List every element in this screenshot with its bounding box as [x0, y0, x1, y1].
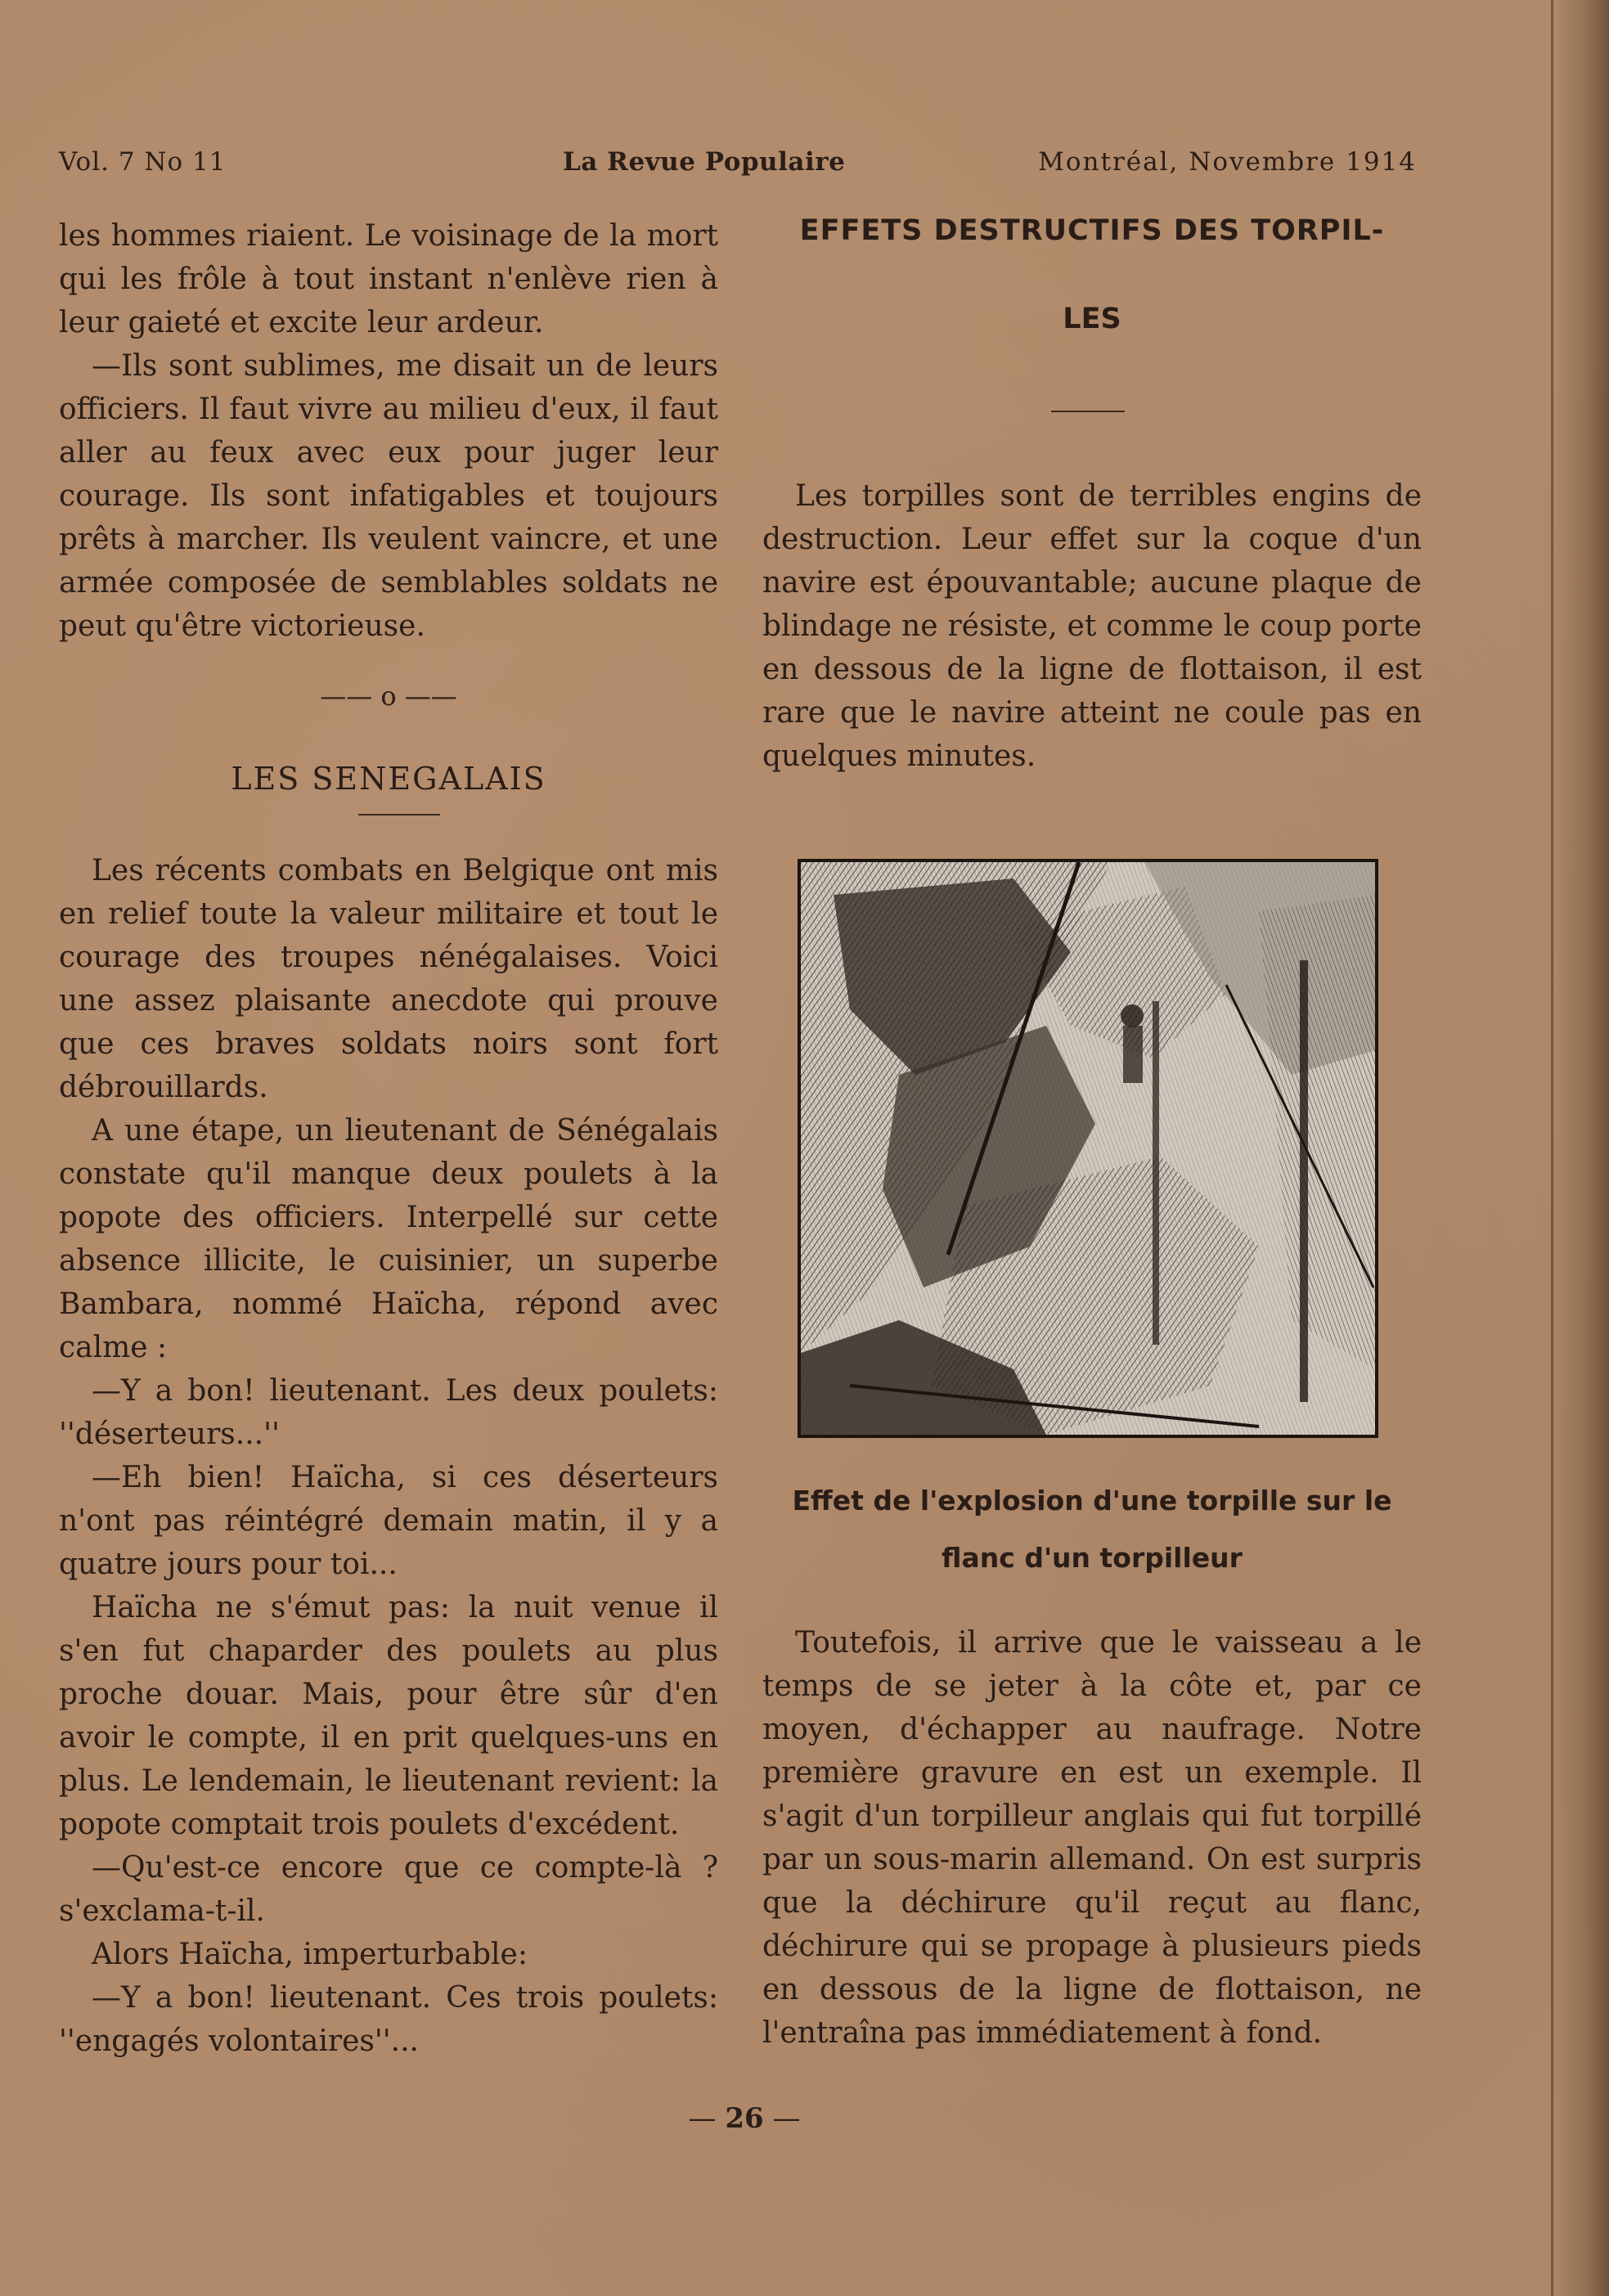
photo-engraving [801, 862, 1375, 1435]
paragraph: Les récents combats en Belgique ont mis en relief toute la valeur militaire et tout le courage des troupes nénégalaises. Voici une assez plaisante anecdote qui prouve que ces braves soldats noirs sont fort débrouillards. [59, 854, 718, 1104]
section-title-senegalais: LES SENEGALAIS [231, 761, 546, 797]
torpedo-damage-photo [798, 859, 1378, 1438]
running-header [59, 147, 1417, 182]
paragraph: —Y a bon! lieutenant. Les deux poulets: ''déserteurs...'' [59, 1374, 718, 1451]
paragraph: Les torpilles sont de terribles engins de destruction. Leur effet sur la coque d'un navire est épouvantable; aucune plaque de blindage ne résiste, et comme le coup porte en dessous de la ligne de flottaison, il est rare que le navire atteint ne coule pas en quelques minutes. [762, 479, 1422, 773]
paragraph: A une étape, un lieutenant de Sénégalais constate qu'il manque deux poulets à la popote des officiers. Interpellé sur cette absence illicite, le cuisinier, un superbe Bambara, nommé Haïcha, répond avec calme : [59, 1114, 718, 1364]
paragraph: Toutefois, il arrive que le vaisseau a le temps de se jeter à la côte et, par ce moyen, d'échapper au naufrage. Notre première gravure en est un exemple. Il s'agit d'un torpilleur anglais qui fut torpillé par un sous-marin allemand. On est surpris que la déchirure qu'il reçut au flanc, déchirure qui se propage à plusieurs pieds en dessous de la ligne de flottaison, ne l'entraîna pas immédiatement à fond. [762, 1626, 1422, 2050]
article-title-line2: LES [1063, 303, 1121, 335]
binding-line [1551, 0, 1553, 2296]
paragraph: —Eh bien! Haïcha, si ces déserteurs n'ont pas réintégré demain matin, il y a quatre jours pour toi... [59, 1461, 718, 1581]
page-number: — 26 — [688, 2102, 801, 2135]
page-number-value: 26 [725, 2102, 764, 2135]
paragraph: —Ils sont sublimes, me disait un de leurs officiers. Il faut vivre au milieu d'eux, il faut aller au feux avec eux pour juger leur courage. Ils sont infatigables et toujours prêts à marcher. Ils veulent vaincre, et une armée composée de semblables soldats ne peut qu'être victorieuse. [59, 349, 718, 643]
issue-date: Montréal, Novembre 1914 [1038, 147, 1417, 177]
caption-line1: Effet de l'explosion d'une torpille sur le [792, 1485, 1392, 1516]
paragraph: —Qu'est-ce encore que ce compte-là ? s'exclama-t-il. [59, 1851, 718, 1928]
left-column-intro [59, 214, 718, 648]
title-rule [358, 814, 440, 816]
title-rule [1051, 411, 1125, 412]
volume-number: Vol. 7 No 11 [59, 147, 227, 177]
right-column-intro [762, 474, 1422, 778]
caption-line2: flanc d'un torpilleur [942, 1542, 1243, 1574]
photo-caption [754, 1472, 1430, 1587]
article-title-line1: EFFETS DESTRUCTIFS DES TORPIL- [799, 214, 1385, 247]
page-edge-shadow [1552, 0, 1609, 2296]
paragraph: Haïcha ne s'émut pas: la nuit venue il s'en fut chaparder des poulets au plus proche douar. Mais, pour être sûr d'en avoir le compte, il en prit quelques-uns en plus. Le lendemain, le lieutenant revient: la popote comptait trois poulets d'excédent. [59, 1591, 718, 1841]
section-separator: —— o —— [320, 681, 457, 712]
left-column-article [59, 849, 718, 2063]
publication-title: La Revue Populaire [563, 147, 846, 177]
right-column-continuation [762, 1621, 1422, 2055]
paragraph: —Y a bon! lieutenant. Ces trois poulets: ''engagés volontaires''... [59, 1981, 718, 2058]
paragraph: Alors Haïcha, imperturbable: [92, 1938, 528, 1971]
paragraph: les hommes riaient. Le voisinage de la mort qui les frôle à tout instant n'enlève rien à leur gaieté et excite leur ardeur. [59, 219, 718, 339]
